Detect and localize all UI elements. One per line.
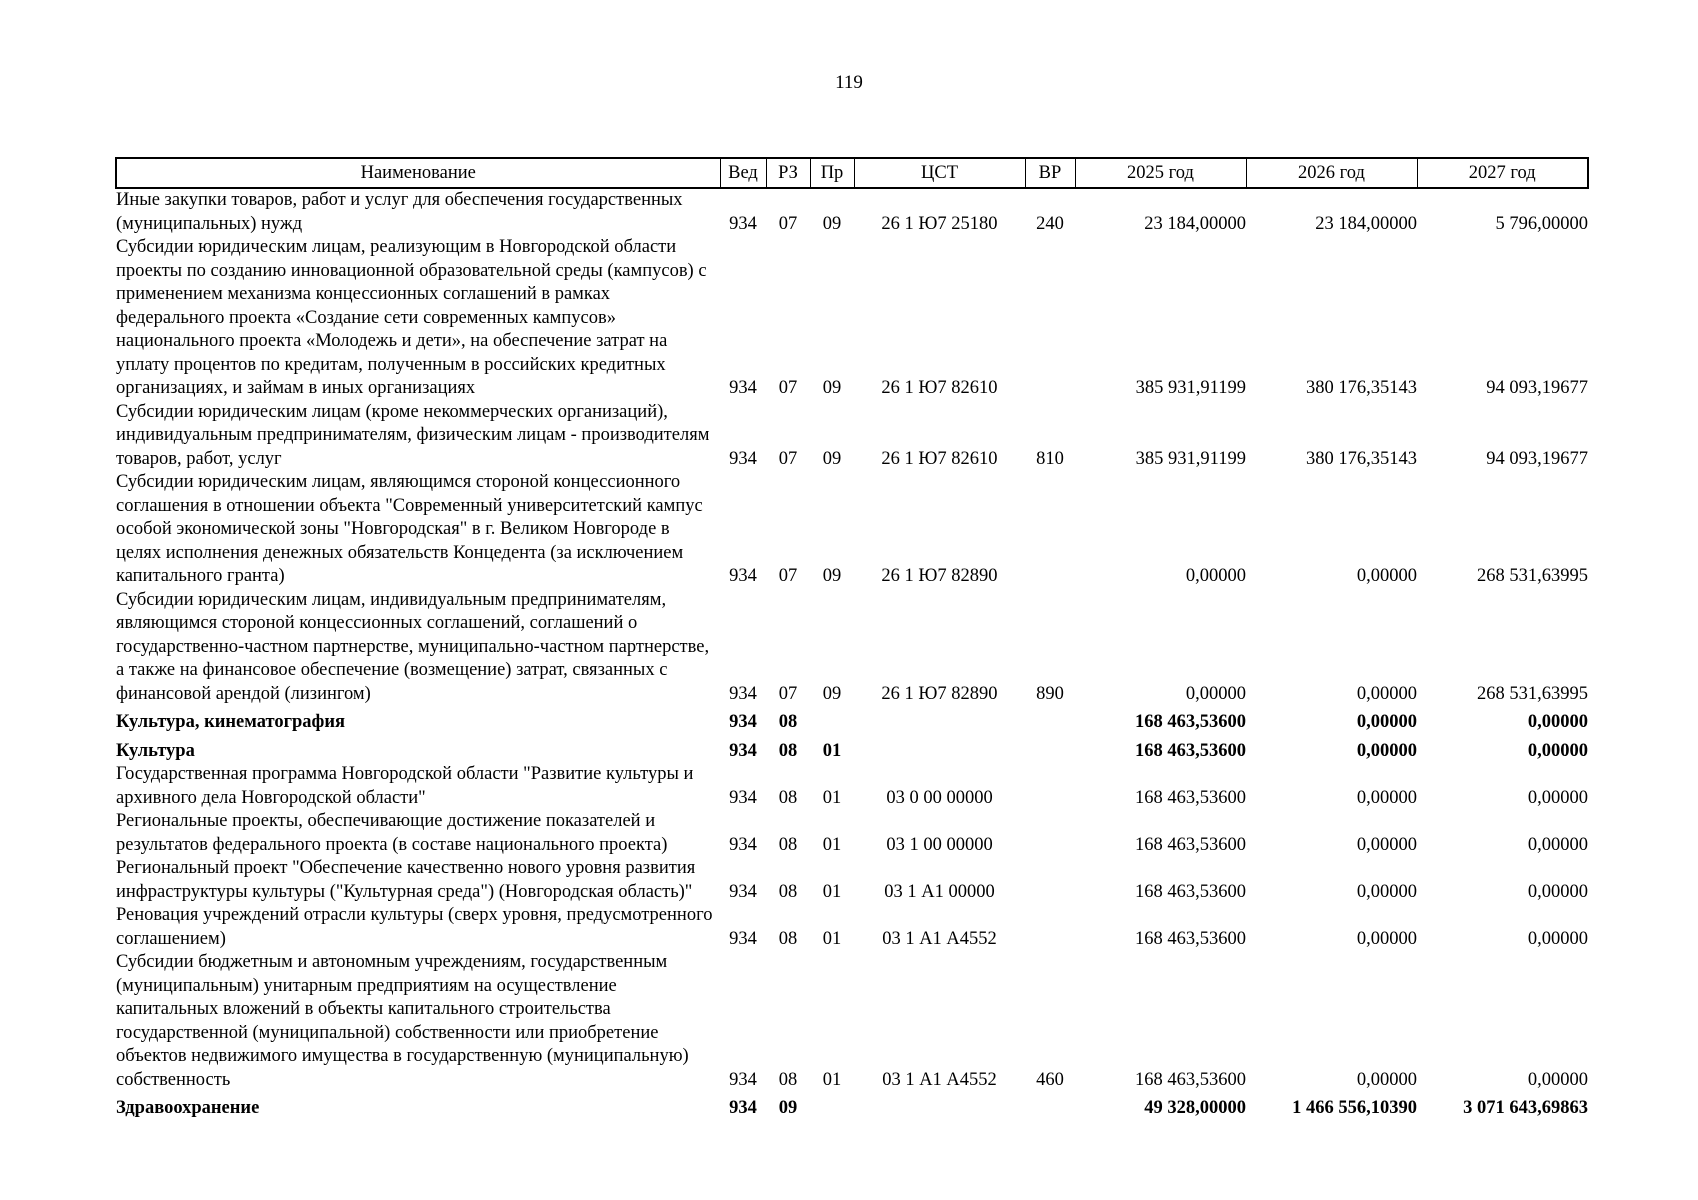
row-2025-cell: 0,00000: [1185, 566, 1246, 586]
row-rz-cell: 07: [778, 566, 798, 586]
row-name-cell: Реновация учреждений отрасли культуры (сверх уровня, предусмотренного соглашением): [116, 905, 713, 949]
row-2026-cell: 0,00000: [1356, 834, 1417, 855]
row-ved-cell: 934: [729, 881, 757, 902]
row-rz-cell: 08: [778, 712, 798, 732]
row-2025-cell: 23 184,00000: [1144, 213, 1246, 234]
row-2025-cell: 168 463,53600: [1135, 787, 1246, 808]
row-2025-cell: 168 463,53600: [1135, 712, 1246, 732]
row-2027-cell: 268 531,63995: [1477, 566, 1588, 586]
header-2027: 2027 год: [1417, 158, 1588, 188]
table-row: [116, 706, 1588, 735]
row-cst-cell: 03 1 А1 А4552: [882, 1069, 997, 1090]
row-ved-cell: 934: [729, 1069, 757, 1090]
row-rz-cell: 07: [778, 683, 798, 704]
table-row: [116, 810, 1588, 857]
row-rz-cell: 09: [778, 1098, 798, 1118]
row-name-cell: Культура, кинематография: [116, 712, 346, 732]
header-ved: Вед: [720, 158, 766, 188]
row-vr-cell: [1025, 857, 1075, 904]
row-2027-cell: 0,00000: [1527, 1069, 1588, 1090]
row-name-cell: Субсидии юридическим лицам (кроме некоммерческих организаций), индивидуальным предпринимателям, физическим лицам - производителям товаров, работ, услуг: [116, 401, 710, 469]
row-rz-cell: 08: [778, 834, 798, 855]
row-cst-cell: 03 1 А1 00000: [884, 881, 995, 902]
row-rz-cell: 07: [778, 448, 798, 469]
table-header-row: [116, 158, 1588, 188]
row-pr-cell: 09: [822, 683, 842, 704]
row-pr-cell: 01: [822, 787, 842, 808]
row-2025-cell: 168 463,53600: [1135, 1069, 1246, 1090]
row-2027-cell: 3 071 643,69863: [1463, 1098, 1588, 1118]
row-rz-cell: 08: [778, 740, 798, 761]
row-2027-cell: 0,00000: [1527, 834, 1588, 855]
table-row: [116, 589, 1588, 707]
row-rz-cell: 08: [778, 928, 798, 949]
row-2027-cell: 0,00000: [1527, 787, 1588, 808]
row-cst-cell: [854, 706, 1025, 735]
table-row: [116, 763, 1588, 810]
budget-table: [115, 157, 1589, 1121]
row-2026-cell: 380 176,35143: [1306, 448, 1417, 469]
row-name-cell: Здравоохранение: [116, 1098, 260, 1118]
row-2026-cell: 380 176,35143: [1306, 378, 1417, 398]
table-row: [116, 401, 1588, 472]
row-pr-cell: 09: [822, 378, 842, 398]
row-2027-cell: 0,00000: [1527, 740, 1588, 761]
row-vr-cell: [1025, 810, 1075, 857]
row-2025-cell: 0,00000: [1185, 683, 1246, 704]
row-cst-cell: 26 1 Ю7 82890: [881, 566, 998, 586]
row-name-cell: Субсидии юридическим лицам, реализующим в Новгородской области проекты по созданию инновационной образовательной среды (кампусов) с применением механизма концессионных соглашений в рамках федерального проекта «Создание сети современных кампусов» национального проекта «Молодежь и дети», на обеспечение затрат на уплату процентов по кредитам, полученным в российских кредитных организациях, и займам в иных организациях: [116, 237, 707, 398]
row-vr-cell: [1025, 471, 1075, 589]
row-ved-cell: 934: [729, 566, 757, 586]
row-pr-cell: 09: [822, 448, 842, 469]
row-name-cell: Субсидии юридическим лицам, индивидуальным предпринимателям, являющимся стороной концессионных соглашений, соглашений о государственно-частном партнерстве, муниципально-частном партнерстве, а также на финансовое обеспечение (возмещение) затрат, связанных с финансовой арендой (лизингом): [116, 589, 710, 704]
row-ved-cell: 934: [729, 787, 757, 808]
row-ved-cell: 934: [729, 1098, 757, 1118]
row-cst-cell: 03 1 00 00000: [886, 834, 993, 855]
row-2026-cell: 23 184,00000: [1315, 213, 1417, 234]
row-vr-cell: [1025, 1092, 1075, 1121]
table-row: [116, 188, 1588, 236]
row-name-cell: Региональные проекты, обеспечивающие достижение показателей и результатов федерального проекта (в составе национального проекта): [116, 811, 668, 855]
row-2025-cell: 168 463,53600: [1135, 881, 1246, 902]
row-name-cell: Культура: [116, 740, 195, 761]
table-row: [116, 857, 1588, 904]
row-name-cell: Субсидии юридическим лицам, являющимся стороной концессионного соглашения в отношении объекта "Современный университетский кампус особой экономической зоны "Новгородская" в г. Великом Новгороде в целях исполнения денежных обязательств Концедента (за исключением капитального гранта): [116, 472, 703, 586]
table-body: [116, 188, 1588, 1121]
row-2026-cell: 0,00000: [1356, 928, 1417, 949]
table-row: [116, 1092, 1588, 1121]
row-2025-cell: 168 463,53600: [1135, 928, 1246, 949]
row-rz-cell: 07: [778, 213, 798, 234]
row-vr-cell: 810: [1036, 448, 1064, 469]
row-2026-cell: 0,00000: [1356, 740, 1417, 761]
row-vr-cell: [1025, 236, 1075, 401]
row-cst-cell: 03 0 00 00000: [886, 787, 993, 808]
row-rz-cell: 08: [778, 787, 798, 808]
row-vr-cell: 240: [1036, 213, 1064, 234]
table-row: [116, 471, 1588, 589]
row-2026-cell: 1 466 556,10390: [1292, 1098, 1417, 1118]
row-2025-cell: 49 328,00000: [1144, 1098, 1246, 1118]
row-rz-cell: 08: [778, 881, 798, 902]
header-2025: 2025 год: [1075, 158, 1246, 188]
row-2027-cell: 0,00000: [1527, 881, 1588, 902]
row-vr-cell: [1025, 763, 1075, 810]
row-ved-cell: 934: [729, 378, 757, 398]
row-ved-cell: 934: [729, 740, 757, 761]
row-2027-cell: 94 093,19677: [1486, 378, 1588, 398]
row-cst-cell: [854, 735, 1025, 764]
row-cst-cell: 26 1 Ю7 82610: [881, 378, 998, 398]
row-pr-cell: 01: [822, 834, 842, 855]
row-pr-cell: 09: [822, 213, 842, 234]
row-rz-cell: 08: [778, 1069, 798, 1090]
row-cst-cell: [854, 1092, 1025, 1121]
row-vr-cell: [1025, 735, 1075, 764]
row-name-cell: Субсидии бюджетным и автономным учреждениям, государственным (муниципальным) унитарным предприятиям на осуществление капитальных вложений в объекты капитального строительства государственной (муниципальной) собственности или приобретение объектов недвижимого имущества в государственную (муниципальную) собственность: [116, 952, 689, 1090]
row-2025-cell: 168 463,53600: [1135, 834, 1246, 855]
row-2026-cell: 0,00000: [1356, 566, 1417, 586]
row-ved-cell: 934: [729, 928, 757, 949]
row-name-cell: Региональный проект "Обеспечение качественно нового уровня развития инфраструктуры культуры ("Культурная среда") (Новгородская область)": [116, 858, 696, 902]
row-ved-cell: 934: [729, 448, 757, 469]
row-2025-cell: 168 463,53600: [1135, 740, 1246, 761]
row-2026-cell: 0,00000: [1356, 787, 1417, 808]
header-pr: Пр: [810, 158, 854, 188]
row-pr-cell: 01: [822, 740, 842, 761]
row-vr-cell: 890: [1036, 683, 1064, 704]
header-name: Наименование: [116, 158, 720, 188]
row-vr-cell: [1025, 706, 1075, 735]
row-2026-cell: 0,00000: [1356, 1069, 1417, 1090]
row-cst-cell: 03 1 А1 А4552: [882, 928, 997, 949]
page-number: 119: [835, 72, 863, 93]
header-rz: РЗ: [766, 158, 810, 188]
table-row: [116, 735, 1588, 764]
row-2027-cell: 268 531,63995: [1477, 683, 1588, 704]
row-pr-cell: 01: [822, 928, 842, 949]
row-pr-cell: 01: [822, 1069, 842, 1090]
row-vr-cell: 460: [1036, 1069, 1064, 1090]
row-cst-cell: 26 1 Ю7 82890: [881, 683, 998, 704]
row-2026-cell: 0,00000: [1356, 683, 1417, 704]
row-ved-cell: 934: [729, 712, 757, 732]
row-2026-cell: 0,00000: [1356, 881, 1417, 902]
header-cst: ЦСТ: [854, 158, 1025, 188]
row-pr-cell: [810, 706, 854, 735]
table-row: [116, 904, 1588, 951]
row-cst-cell: 26 1 Ю7 25180: [881, 213, 998, 234]
row-2025-cell: 385 931,91199: [1135, 448, 1246, 469]
header-vr: ВР: [1025, 158, 1075, 188]
row-2027-cell: 0,00000: [1527, 712, 1588, 732]
row-name-cell: Иные закупки товаров, работ и услуг для обеспечения государственных (муниципальных) нужд: [116, 190, 683, 234]
table-row: [116, 951, 1588, 1092]
row-2027-cell: 5 796,00000: [1495, 213, 1588, 234]
header-2026: 2026 год: [1246, 158, 1417, 188]
row-2025-cell: 385 931,91199: [1135, 378, 1246, 398]
row-pr-cell: 09: [822, 566, 842, 586]
row-name-cell: Государственная программа Новгородской области "Развитие культуры и архивного дела Новгородской области": [116, 764, 694, 808]
row-pr-cell: 01: [822, 881, 842, 902]
row-vr-cell: [1025, 904, 1075, 951]
row-2026-cell: 0,00000: [1356, 712, 1417, 732]
row-ved-cell: 934: [729, 213, 757, 234]
row-rz-cell: 07: [778, 378, 798, 398]
row-cst-cell: 26 1 Ю7 82610: [881, 448, 998, 469]
row-2027-cell: 0,00000: [1527, 928, 1588, 949]
row-2027-cell: 94 093,19677: [1486, 448, 1588, 469]
row-ved-cell: 934: [729, 834, 757, 855]
row-pr-cell: [810, 1092, 854, 1121]
table-row: [116, 236, 1588, 401]
row-ved-cell: 934: [729, 683, 757, 704]
